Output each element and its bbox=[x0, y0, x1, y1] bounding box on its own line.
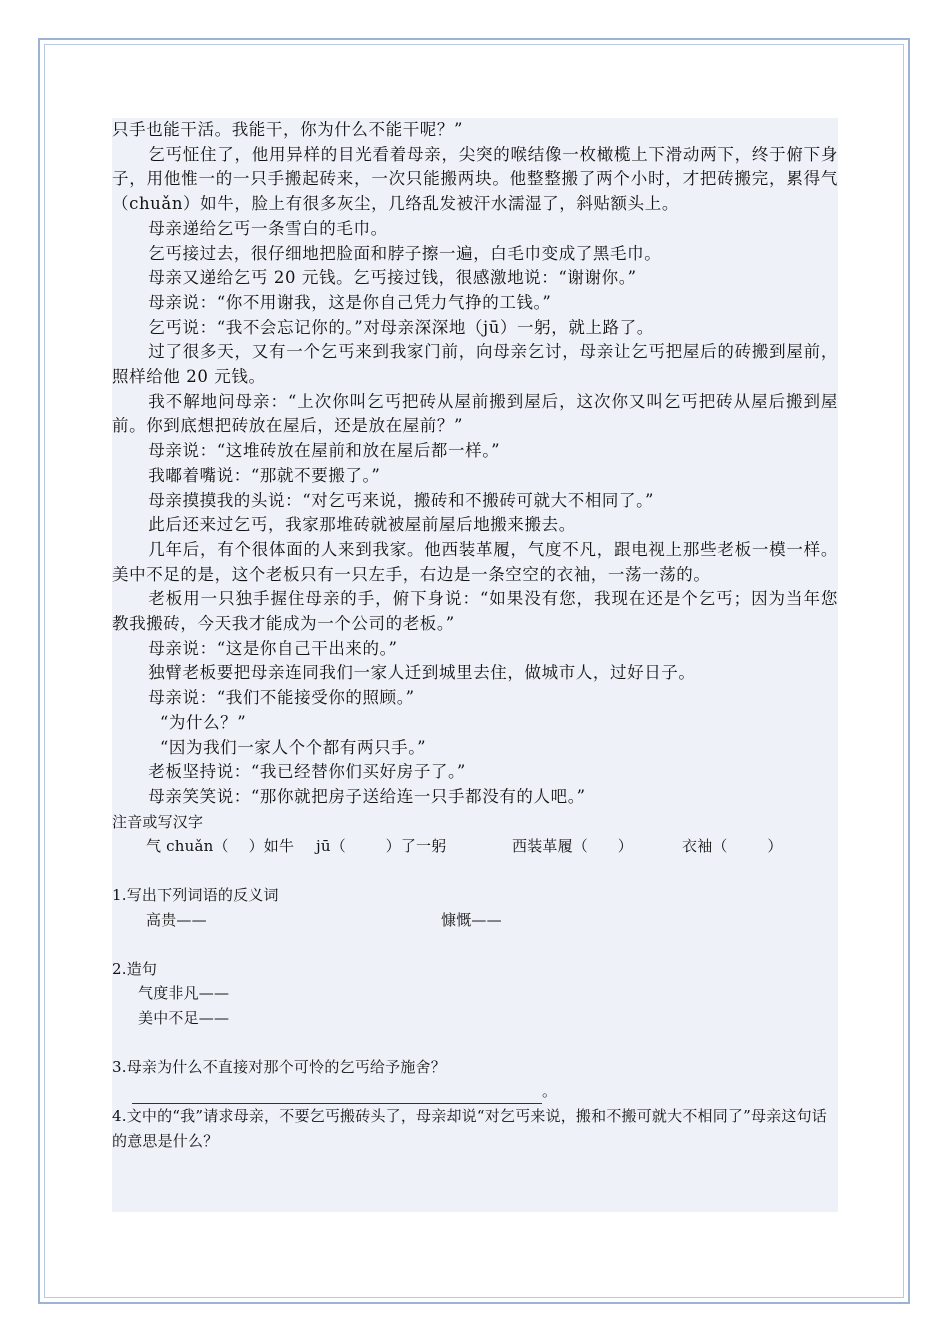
paragraph: 老板用一只独手握住母亲的手，俯下身说：“如果没有您，我现在还是个乞丐；因为当年您教我搬砖，今天我才能成为一个公司的老板。” bbox=[112, 589, 838, 634]
antonym-item: 慷慨—— bbox=[441, 910, 502, 929]
paragraph: 独臂老板要把母亲连同我们一家人迁到城里去住，做城市人，过好日子。 bbox=[148, 663, 696, 683]
answer-line-row bbox=[112, 1079, 838, 1104]
paragraph: 我嘟着嘴说：“那就不要搬了。” bbox=[148, 465, 381, 485]
question-1-title: 1.写出下列词语的反义词 bbox=[112, 886, 279, 905]
paragraph: 母亲递给乞丐一条雪白的毛巾。 bbox=[148, 218, 388, 238]
paragraph: 乞丐说：“我不会忘记你的。”对母亲深深地（jū）一躬，就上路了。 bbox=[148, 317, 654, 337]
question-3-title: 3.母亲为什么不直接对那个可怜的乞丐给予施舍？ bbox=[112, 1057, 446, 1076]
pinyin-item: 气 chuǎn（ ）如牛 bbox=[146, 837, 295, 856]
story-text bbox=[112, 118, 838, 810]
paragraph: 此后还来过乞丐，我家那堆砖就被屋前屋后地搬来搬去。 bbox=[148, 515, 576, 535]
paragraph: 母亲又递给乞丐 20 元钱。乞丐接过钱，很感激地说：“谢谢你。” bbox=[148, 268, 637, 288]
paragraph: 母亲摸摸我的头说：“对乞丐来说，搬砖和不搬砖可就大不相同了。” bbox=[148, 490, 655, 510]
sentence-item: 气度非凡—— bbox=[138, 984, 230, 1003]
sentence-item: 美中不足—— bbox=[138, 1008, 230, 1027]
pinyin-item: 西装革履（ ） bbox=[512, 837, 634, 856]
paragraph: 母亲说：“这堆砖放在屋前和放在屋后都一样。” bbox=[148, 441, 501, 461]
paragraph: 我不解地问母亲：“上次你叫乞丐把砖从屋前搬到屋后，这次你又叫乞丐把砖从屋后搬到屋前。你到底想把砖放在屋后，还是放在屋前？” bbox=[112, 391, 838, 436]
paragraph: 乞丐怔住了，他用异样的目光看着母亲，尖突的喉结像一枚橄榄上下滑动两下，终于俯下身子，用他惟一的一只手搬起砖来，一次只能搬两块。他整整搬了两个小时，才把砖搬完，累得气（chuǎn）如牛，脸上有很多灰尘，几络乱发被汗水濡湿了，斜贴额头上。 bbox=[112, 144, 838, 214]
question-0-title: 注音或写汉字 bbox=[112, 812, 204, 831]
paragraph: 乞丐接过去，很仔细地把脸面和脖子擦一遍，白毛巾变成了黑毛巾。 bbox=[148, 243, 662, 263]
paragraph: 母亲笑笑说：“那你就把房子送给连一只手都没有的人吧。” bbox=[148, 786, 586, 806]
document-content bbox=[112, 118, 838, 1212]
paragraph: 母亲说：“这是你自己干出来的。” bbox=[148, 638, 398, 658]
question-2-title: 2.造句 bbox=[112, 959, 158, 978]
exercises bbox=[112, 810, 838, 1154]
antonym-item: 高贵—— bbox=[146, 910, 207, 929]
question-4-title: 4.文中的“我”请求母亲，不要乞丐搬砖头了，母亲却说“对乞丐来说，搬和不搬可就大不相同了”母亲这句话的意思是什么？ bbox=[112, 1107, 827, 1150]
answer-line-end: 。 bbox=[542, 1082, 558, 1101]
paragraph: 母亲说：“你不用谢我，这是你自己凭力气挣的工钱。” bbox=[148, 292, 552, 312]
antonym-items bbox=[112, 908, 838, 933]
paragraph: “为什么？” bbox=[159, 712, 247, 732]
paragraph: 母亲说：“我们不能接受你的照顾。” bbox=[148, 688, 415, 708]
paragraph: 几年后，有个很体面的人来到我家。他西装革履，气度不凡，跟电视上那些老板一模一样。美中不足的是，这个老板只有一只左手，右边是一条空空的衣袖，一荡一荡的。 bbox=[112, 539, 838, 584]
pinyin-items bbox=[112, 834, 838, 859]
answer-line[interactable] bbox=[132, 1087, 542, 1104]
paragraph: “因为我们一家人个个都有两只手。” bbox=[159, 737, 427, 757]
pinyin-item: 衣袖（ ） bbox=[682, 837, 783, 856]
pinyin-item: jū（ ）了一躬 bbox=[316, 837, 447, 856]
paragraph: 只手也能干活。我能干，你为什么不能干呢？” bbox=[112, 120, 464, 139]
paragraph: 过了很多天，又有一个乞丐来到我家门前，向母亲乞讨，母亲让乞丐把屋后的砖搬到屋前，照样给他 20 元钱。 bbox=[112, 342, 838, 387]
paragraph: 老板坚持说：“我已经替你们买好房子了。” bbox=[148, 762, 466, 782]
